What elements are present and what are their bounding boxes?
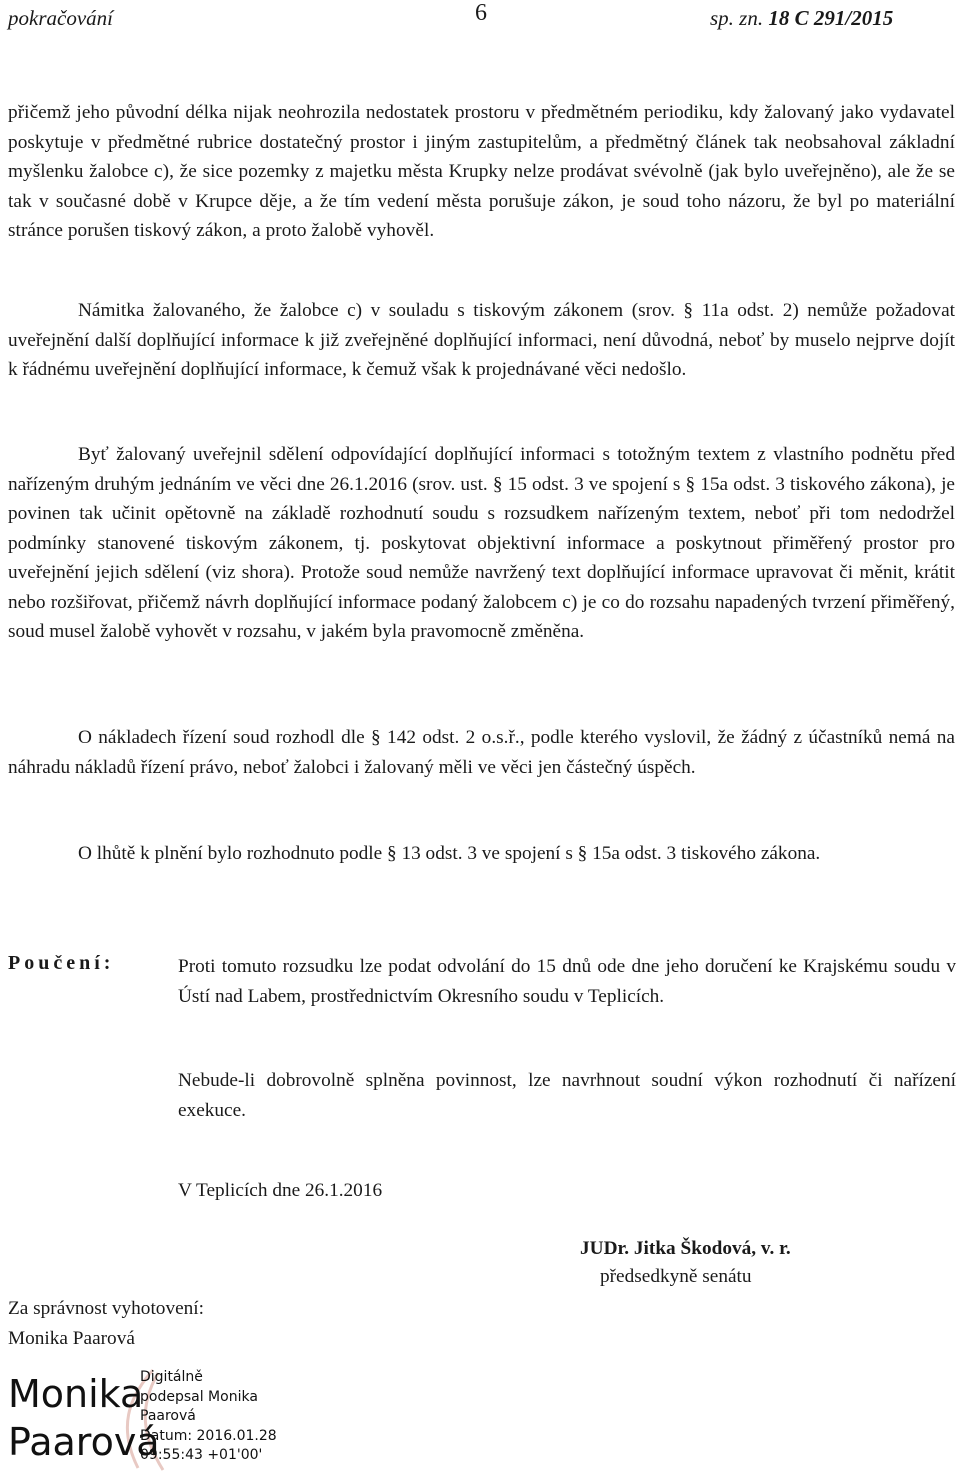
paragraph-publication: Byť žalovaný uveřejnil sdělení odpovídající doplňující informaci s totožným textem z vlastního podnětu před nařízeným druhým jednáním ve věci dne 26.1.2016 (srov. ust. § 15 odst. 3 ve spojení s § 15a odst. 3 tiskového zákona), je povinen tak učinit opětovně na základě rozhodnutí soudu s rozsudkem nařízeným textem, neboť při tom nedodržel podmínky stanovené tiskovým zákonem, tj. poskytovat objektivní informace a poskytnout přiměřený prostor pro uveřejnění jejich sdělení (viz shora). Protože soud nemůže navržený text doplňující informace upravovat či měnit, krátit nebo rozšiřovat, přičemž návrh doplňující informace podaný žalobcem c) je co do rozsahu napadených tvrzení přiměřený, soud musel žalobě vyhovět v rozsahu, v jakém byla pravomocně změněna.	[8, 444, 955, 642]
signature-name-first: Monika	[8, 1372, 144, 1416]
signature-stamp	[140, 1368, 277, 1466]
case-prefix: sp. zn.	[710, 6, 764, 30]
signature-name-last: Paarová	[8, 1420, 160, 1464]
correctness-block	[8, 1294, 204, 1354]
stamp-line: 09:55:43 +01'00'	[140, 1447, 263, 1463]
stamp-line: Paarová	[140, 1408, 196, 1424]
paragraph-deadline: O lhůtě k plnění bylo rozhodnuto podle § 13 odst. 3 ve spojení s § 15a odst. 3 tiskového zákona.	[78, 843, 821, 864]
instruction-appeal: Proti tomuto rozsudku lze podat odvolání do 15 dnů ode dne jeho doručení ke Krajskému soudu v Ústí nad Labem, prostřednictvím Okresního soudu v Teplicích.	[178, 956, 956, 1007]
instruction-enforcement: Nebude-li dobrovolně splněna povinnost, lze navrhnout soudní výkon rozhodnutí či nařízení exekuce.	[178, 1070, 956, 1121]
stamp-line: Digitálně	[140, 1369, 203, 1385]
stamp-line: podepsal Monika	[140, 1388, 258, 1405]
header-continuation: pokračování	[8, 6, 113, 30]
stamp-line: Datum: 2016.01.28	[140, 1427, 277, 1444]
paragraph-reasoning: přičemž jeho původní délka nijak neohrozila nedostatek prostoru v předmětném periodiku, kdy žalovaný jako vydavatel poskytuje v předmětné rubrice dostatečný prostor i jiným zastupitelům, a předmětný článek tak neobsahoval základní myšlenku žalobce c), že sice pozemky z majetku města Krupky nelze prodávat svévolně (jak bylo uveřejněno), ale že se tak v současné době v Krupce děje, a že tím vedení města porušuje zákon, je soud toho názoru, že byl po materiální stránce porušen tiskový zákon, a proto žalobě vyhověl.	[8, 102, 955, 241]
correctness-name: Monika Paarová	[8, 1328, 135, 1349]
paragraph-objection: Námitka žalovaného, že žalobce c) v souladu s tiskovým zákonem (srov. § 11a odst. 2) nemůže požadovat uveřejnění další doplňující informace k již zveřejněné doplňující informaci, není důvodná, neboť by muselo nejprve dojít k řádnému uveřejnění doplňující informace, k čemuž však k projednávané věci nedošlo.	[8, 300, 955, 380]
correctness-label: Za správnost vyhotovení:	[8, 1298, 204, 1319]
case-id: 18 C 291/2015	[768, 6, 894, 30]
instruction-label: Poučení:	[8, 952, 115, 974]
paragraph-costs: O nákladech řízení soud rozhodl dle § 142 odst. 2 o.s.ř., podle kterého vyslovil, že žádný z účastníků nemá na náhradu nákladů řízení právo, neboť žalobci i žalovaný měli ve věci jen částečný úspěch.	[8, 727, 955, 778]
digital-signature	[8, 1368, 308, 1472]
date-line: V Teplicích dne 26.1.2016	[178, 1180, 383, 1201]
page-number: 6	[475, 0, 487, 26]
case-number	[710, 6, 893, 31]
judge-name: JUDr. Jitka Škodová, v. r.	[580, 1238, 791, 1259]
judge-role: předsedkyně senátu	[600, 1266, 752, 1287]
